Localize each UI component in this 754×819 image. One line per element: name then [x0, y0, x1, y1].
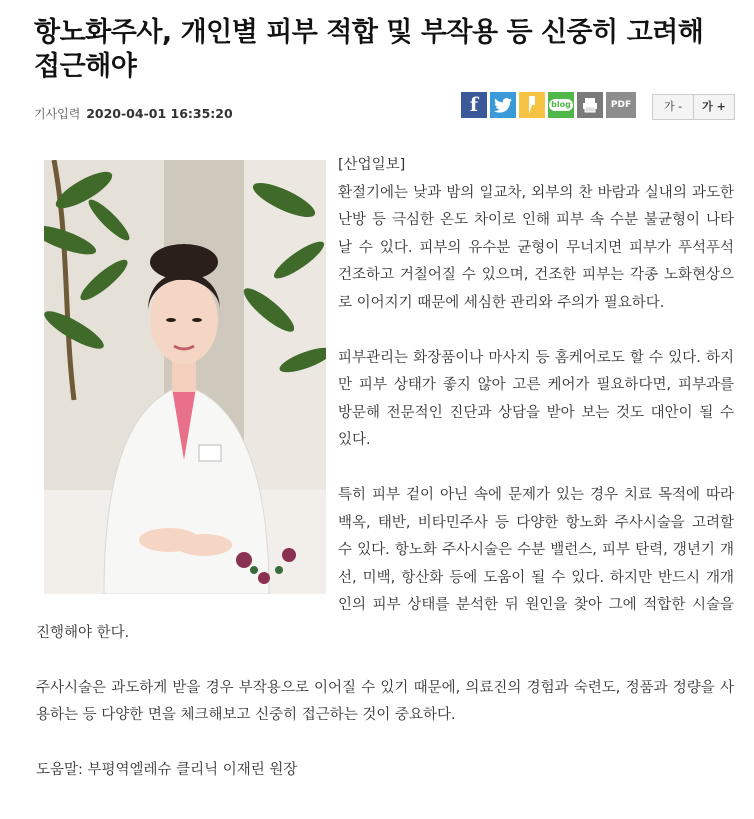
kakaostory-share-button[interactable]: [519, 92, 545, 118]
twitter-share-button[interactable]: [490, 92, 516, 118]
share-toolbar: [461, 92, 636, 118]
article-title: 항노화주사, 개인별 피부 적합 및 부작용 등 신중히 고려해 접근해야: [34, 17, 704, 82]
print-button[interactable]: [577, 92, 603, 118]
print-icon: [582, 97, 598, 113]
article-credit: 도움말: 부평역엘레슈 클리닉 이재린 원장: [36, 762, 298, 778]
photo-float-spacer: [36, 152, 338, 604]
blog-share-button[interactable]: [548, 92, 574, 118]
article-body: [36, 152, 734, 812]
article-source: [산업일보]: [338, 157, 406, 173]
font-increase-button[interactable]: 가 +: [693, 95, 734, 119]
date-label: 기사입력: [34, 107, 81, 121]
publish-date: 2020-04-01 16:35:20: [86, 106, 233, 121]
article-meta: [34, 105, 233, 122]
blog-icon: blog: [551, 100, 571, 109]
facebook-share-button[interactable]: [461, 92, 487, 118]
pdf-button[interactable]: [606, 92, 636, 118]
article-paragraph: 환절기에는 낮과 밤의 일교차, 외부의 찬 바람과 실내의 과도한 난방 등 극심한 온도 차이로 인해 피부 속 수분 불균형이 나타날 수 있다. 피부의 유수분 균형이 무너지면 피부가 푸석푸석 건조하고 거칠어질 수 있으며, 건조한 피부는 각종 노화현상으로 이어지기 때문에 세심한 관리와 주의가 필요하다.: [338, 184, 734, 311]
twitter-icon: [494, 98, 512, 113]
article-paragraph: 주사시술은 과도하게 받을 경우 부작용으로 이어질 수 있기 때문에, 의료진의 경험과 숙련도, 정품과 정량을 사용하는 등 다양한 면을 체크해보고 신중히 접근하는 것이 중요하다.: [36, 679, 734, 723]
facebook-icon: f: [469, 94, 479, 116]
font-decrease-button[interactable]: 가 -: [663, 100, 683, 113]
article-paragraph: 특히 피부 겉이 아닌 속에 문제가 있는 경우 치료 목적에 따라 백옥, 태반, 비타민주사 등 다양한 항노화 주사시술을 고려할 수 있다. 항노화 주사시술은 수분 밸런스, 피부 탄력, 갱년기 개선, 미백, 항산화 등에 도움이 될 수 있다. 하지만 반드시 개개인의 피부 상태를 분석한 뒤 원인을 찾아 그에 적합한 시술을 진행해야 한다.: [36, 487, 734, 641]
pdf-label: PDF: [610, 100, 632, 110]
font-size-control: [652, 94, 735, 120]
article-paragraph: 피부관리는 화장품이나 마사지 등 홈케어로도 할 수 있다. 하지만 피부 상태가 좋지 않아 고른 케어가 필요하다면, 피부과를 방문해 전문적인 진단과 상담을 받아 보는 것도 대안이 될 수 있다.: [338, 349, 734, 448]
kakaostory-icon: [526, 96, 538, 114]
